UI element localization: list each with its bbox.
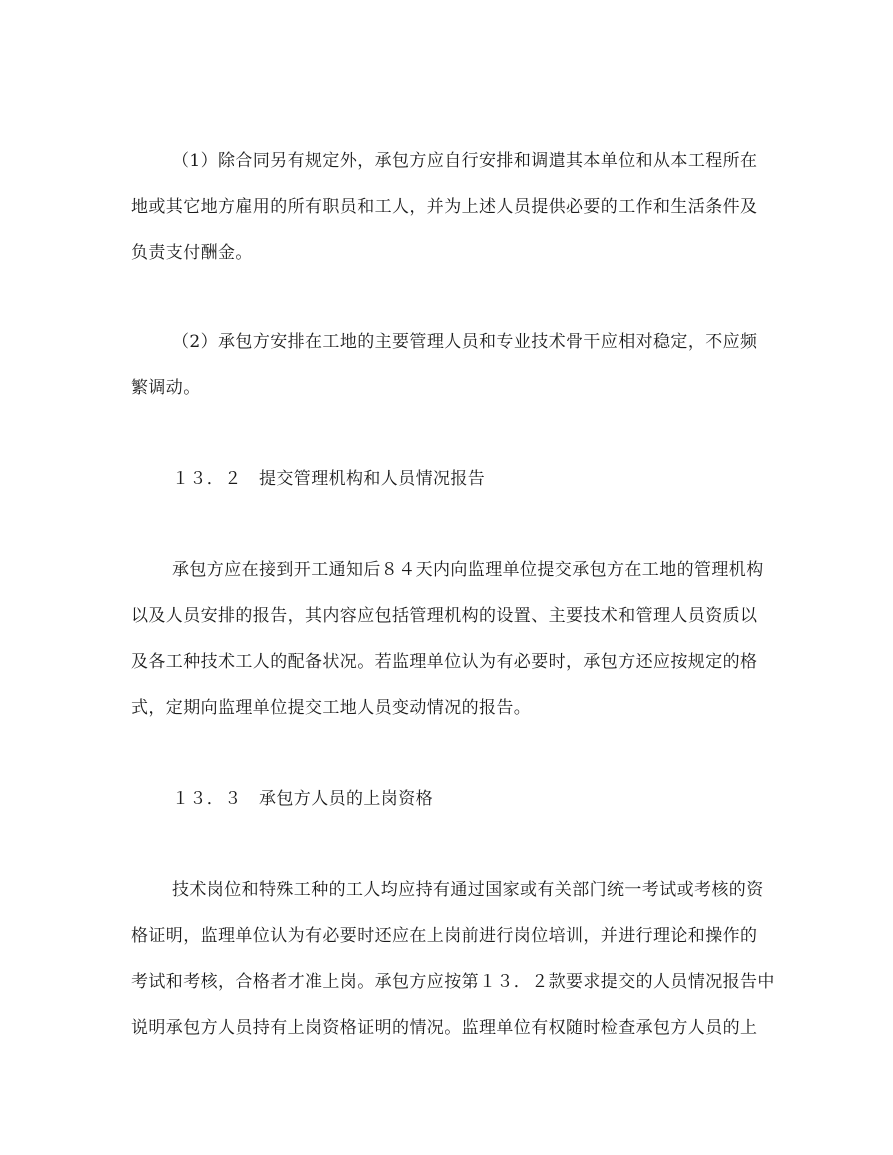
section-heading-13-3: １３．３ 承包方人员的上岗资格 — [172, 789, 433, 809]
section-heading-13-2: １３．２ 提交管理机构和人员情况报告 — [172, 469, 486, 489]
paragraph-2-line-2: 繁调动。 — [131, 378, 201, 398]
paragraph-1-line-3: 负责支付酬金。 — [131, 243, 253, 263]
paragraph-4-line-4: 说明承包方人员持有上岗资格证明的情况。监理单位有权随时检查承包方人员的上 — [131, 1018, 758, 1038]
paragraph-4-line-3: 考试和考核，合格者才准上岗。承包方应按第１３．２款要求提交的人员情况报告中 — [131, 972, 775, 992]
paragraph-4-line-2: 格证明，监理单位认为有必要时还应在上岗前进行岗位培训，并进行理论和操作的 — [131, 926, 758, 946]
paragraph-1-line-2: 地或其它地方雇用的所有职员和工人，并为上述人员提供必要的工作和生活条件及 — [131, 197, 758, 217]
paragraph-3-line-2: 以及人员安排的报告，其内容应包括管理机构的设置、主要技术和管理人员资质以 — [131, 606, 758, 626]
paragraph-3-line-4: 式，定期向监理单位提交工地人员变动情况的报告。 — [131, 698, 532, 718]
paragraph-1-line-1: （1）除合同另有规定外，承包方应自行安排和调遣其本单位和从本工程所在 — [172, 151, 758, 171]
paragraph-3-line-1: 承包方应在接到开工通知后８４天内向监理单位提交承包方在工地的管理机构 — [172, 560, 764, 580]
paragraph-4-line-1: 技术岗位和特殊工种的工人均应持有通过国家或有关部门统一考试或考核的资 — [172, 880, 764, 900]
paragraph-3-line-3: 及各工种技术工人的配备状况。若监理单位认为有必要时，承包方还应按规定的格 — [131, 652, 758, 672]
paragraph-2-line-1: （2）承包方安排在工地的主要管理人员和专业技术骨干应相对稳定，不应频 — [172, 332, 758, 352]
